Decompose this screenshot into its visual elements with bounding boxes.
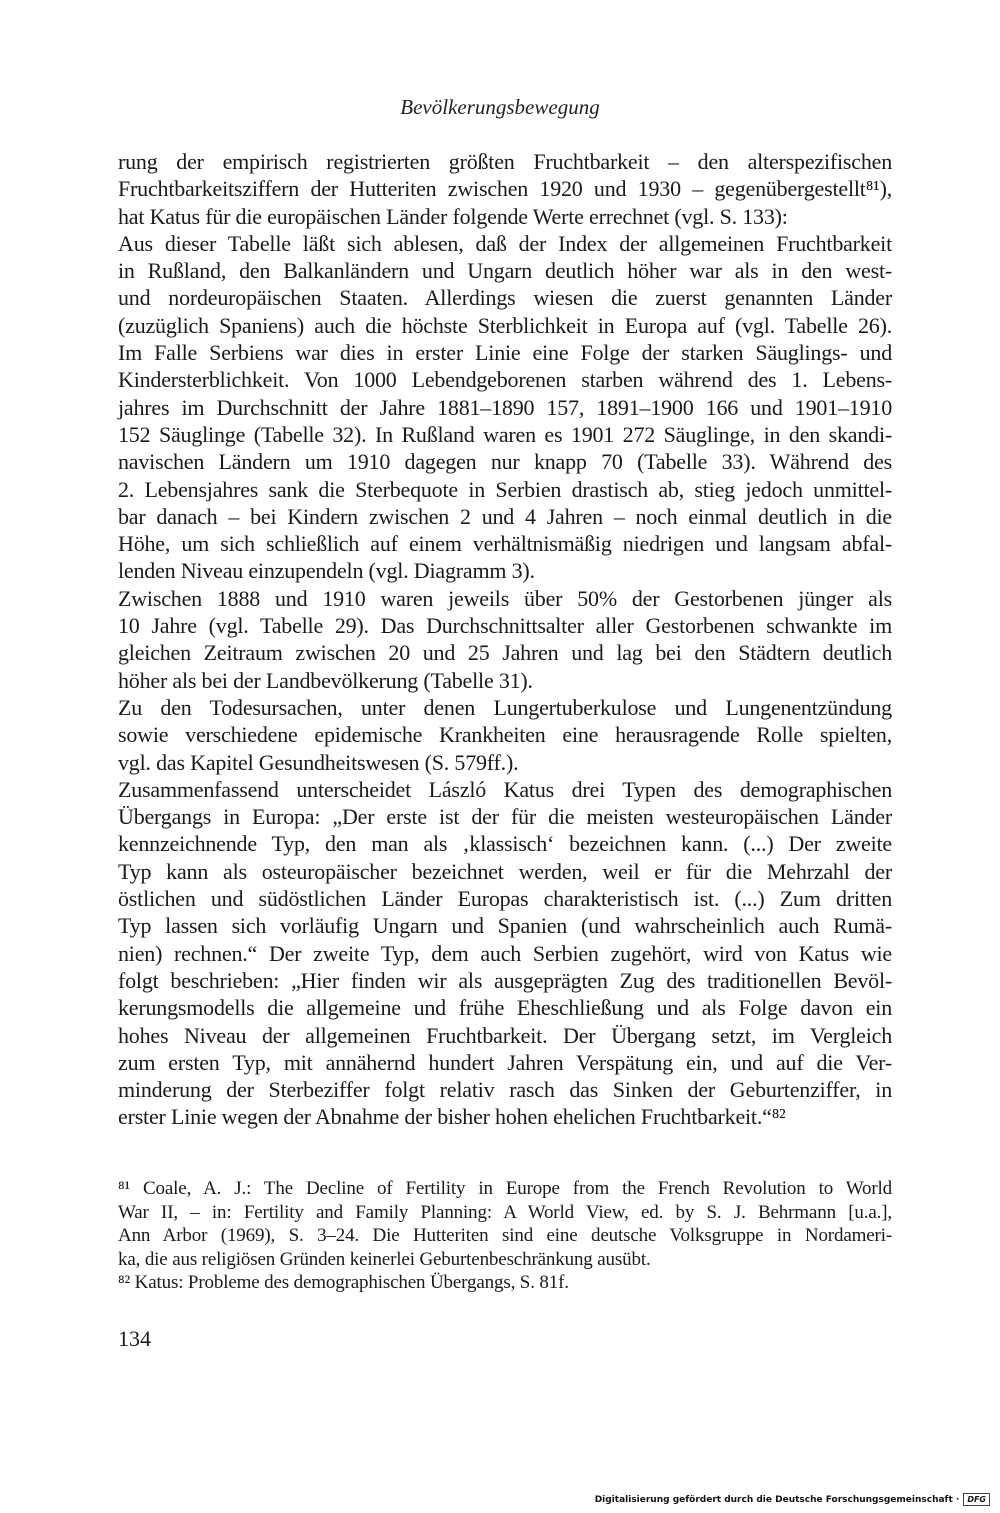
text-line: 2. Lebensjahres sank die Sterbequote in Serbien drastisch ab, stieg jedoch unmittel-: [118, 476, 892, 502]
text-line: kerungsmodells die allgemeine und frühe Eheschließung und als Folge davon ein: [118, 995, 892, 1021]
running-head: Bevölkerungsbewegung: [400, 95, 600, 119]
text-line: Aus dieser Tabelle läßt sich ablesen, daß der Index der allgemeinen Fruchtbarkeit: [118, 230, 892, 256]
dfg-logo: DFG: [963, 1493, 990, 1506]
text-line: Im Falle Serbiens war dies in erster Linie eine Folge der starken Säuglings- und: [118, 340, 892, 366]
text-line: vgl. das Kapitel Gesundheitswesen (S. 579ff.).: [118, 749, 519, 775]
text-line: (zuzüglich Spaniens) auch die höchste Sterblichkeit in Europa auf (vgl. Tabelle 26).: [118, 312, 892, 338]
text-line: minderung der Sterbeziffer folgt relativ rasch das Sinken der Geburtenziffer, in: [118, 1077, 892, 1103]
text-line: Zusammenfassend unterscheidet László Katus drei Typen des demographischen: [118, 776, 892, 802]
text-line: nien) rechnen.“ Der zweite Typ, dem auch Serbien zugehört, wird von Katus wie: [118, 940, 892, 966]
text-line: Fruchtbarkeitsziffern der Hutteriten zwischen 1920 und 1930 – gegenübergestellt⁸¹),: [118, 176, 892, 202]
text-line: hohes Niveau der allgemeinen Fruchtbarkeit. Der Übergang setzt, im Vergleich: [118, 1022, 892, 1048]
dfg-banner-text: Digitalisierung gefördert durch die Deutsche Forschungsgemeinschaft ·: [594, 1494, 960, 1505]
text-line: navischen Ländern um 1910 dagegen nur knapp 70 (Tabelle 33). Während des: [118, 449, 892, 475]
text-line: Übergangs in Europa: „Der erste ist der für die meisten westeuropäischen Länder: [118, 804, 892, 830]
footnotes: [118, 1177, 892, 1295]
text-line: lenden Niveau einzupendeln (vgl. Diagramm 3).: [118, 558, 535, 584]
text-line: Zwischen 1888 und 1910 waren jeweils über 50% der Gestorbenen jünger als: [118, 585, 892, 611]
text-line: bar danach – bei Kindern zwischen 2 und 4 Jahren – noch einmal deutlich in die: [118, 503, 892, 529]
text-line: Typ kann als osteuropäischer bezeichnet werden, weil er für die Mehrzahl der: [118, 858, 892, 884]
footnote-line: ⁸² Katus: Probleme des demographischen Übergangs, S. 81f.: [118, 1272, 569, 1293]
text-line: folgt beschrieben: „Hier finden wir als ausgeprägten Zug des traditionellen Bevöl-: [118, 967, 892, 993]
text-line: kennzeichnende Typ, den man als ‚klassisch‘ bezeichnen kann. (...) Der zweite: [118, 831, 892, 857]
page-number: 134: [118, 1326, 151, 1351]
footnote-line: ka, die aus religiösen Gründen keinerlei Geburtenbeschränkung ausübt.: [118, 1248, 651, 1270]
text-line: in Rußland, den Balkanländern und Ungarn deutlich höher war als in den west-: [118, 258, 892, 284]
text-line: jahres im Durchschnitt der Jahre 1881–1890 157, 1891–1900 166 und 1901–1910: [118, 394, 892, 420]
footnote-line: ⁸¹ Coale, A. J.: The Decline of Fertility in Europe from the French Revolution to World: [118, 1178, 892, 1199]
text-line: Typ lassen sich vorläufig Ungarn und Spanien (und wahrscheinlich auch Rumä-: [118, 913, 892, 939]
body-text: [118, 148, 892, 1131]
text-line: erster Linie wegen der Abnahme der bisher hohen ehelichen Fruchtbarkeit.“⁸²: [118, 1104, 786, 1130]
footnote-line: War II, – in: Fertility and Family Planning: A World View, ed. by S. J. Behrmann [u.a.],: [118, 1201, 892, 1223]
text-line: sowie verschiedene epidemische Krankheiten eine herausragende Rolle spielten,: [118, 722, 892, 748]
text-line: und nordeuropäischen Staaten. Allerdings wiesen die zuerst genannten Länder: [118, 285, 892, 311]
text-line: hat Katus für die europäischen Länder folgende Werte errechnet (vgl. S. 133):: [118, 203, 788, 229]
text-line: Zu den Todesursachen, unter denen Lungertuberkulose und Lungenentzündung: [118, 694, 892, 720]
text-line: höher als bei der Landbevölkerung (Tabelle 31).: [118, 667, 533, 693]
text-line: 152 Säuglinge (Tabelle 32). In Rußland waren es 1901 272 Säuglinge, in den skandi-: [118, 421, 892, 447]
text-line: Kindersterblichkeit. Von 1000 Lebendgeborenen starben während des 1. Lebens-: [118, 367, 892, 393]
text-line: Höhe, um sich schließlich auf einem verhältnismäßig niedrigen und langsam abfal-: [118, 531, 892, 557]
text-line: zum ersten Typ, mit annähernd hundert Jahren Verspätung ein, und auf die Ver-: [118, 1049, 892, 1075]
dfg-banner: [595, 1493, 990, 1506]
text-line: östlichen und südöstlichen Länder Europas charakteristisch ist. (...) Zum dritten: [118, 886, 892, 912]
text-line: rung der empirisch registrierten größten Fruchtbarkeit – den alterspezifischen: [118, 149, 892, 174]
text-line: gleichen Zeitraum zwischen 20 und 25 Jahren und lag bei den Städtern deutlich: [118, 640, 892, 666]
footnote-line: Ann Arbor (1969), S. 3–24. Die Hutteriten sind eine deutsche Volksgruppe in Nordameri-: [118, 1225, 892, 1246]
text-line: 10 Jahre (vgl. Tabelle 29). Das Durchschnittsalter aller Gestorbenen schwankte im: [118, 613, 892, 639]
